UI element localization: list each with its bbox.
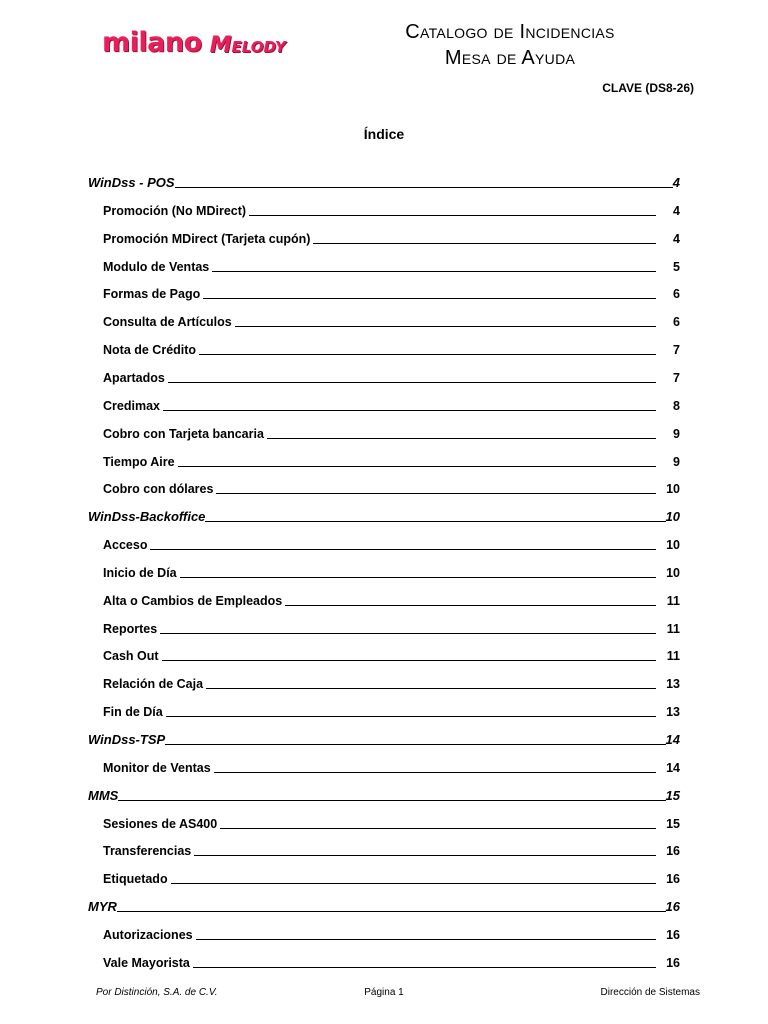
logo-text-melody: Melody	[209, 33, 286, 58]
toc-entry[interactable]	[103, 618, 680, 636]
toc-entry-label: Reportes	[103, 621, 158, 636]
toc-entry[interactable]	[103, 200, 680, 218]
toc-entry-label: Sesiones de AS400	[103, 816, 218, 831]
toc-entry-page-number: 13	[666, 677, 680, 692]
document-title: Catalogo de Incidencias	[405, 21, 615, 43]
toc-entry-label: Fin de Día	[103, 705, 163, 720]
toc-entry-page-number: 9	[673, 454, 680, 469]
toc-entry[interactable]	[103, 283, 680, 301]
toc-entry-page-number: 6	[673, 287, 680, 302]
toc-entry[interactable]	[103, 673, 680, 691]
footer-company: Por Distinción, S.A. de C.V.	[96, 987, 218, 998]
toc-entry[interactable]	[103, 478, 680, 496]
toc-leader-line	[162, 660, 656, 661]
toc-entry-page-number: 15	[665, 787, 680, 803]
toc-entry[interactable]	[103, 311, 680, 329]
toc-entry-page-number: 10	[666, 482, 680, 497]
toc-entry-label: Transferencias	[103, 844, 192, 859]
toc-entry[interactable]	[103, 590, 680, 608]
toc-leader-line	[118, 800, 665, 801]
toc-entry-page-number: 11	[666, 621, 680, 636]
toc-entry-label: Promoción MDirect (Tarjeta cupón)	[103, 231, 311, 246]
toc-entry[interactable]	[103, 840, 680, 858]
toc-entry-label: WinDss-TSP	[88, 732, 166, 747]
toc-entry-page-number: 15	[666, 816, 680, 831]
toc-entry-page-number: 11	[666, 649, 680, 664]
toc-leader-line	[166, 716, 656, 717]
toc-leader-line	[180, 577, 656, 578]
toc-entry[interactable]	[103, 534, 680, 552]
toc-entry-label: Consulta de Artículos	[103, 315, 232, 330]
toc-section-entry[interactable]	[88, 896, 680, 914]
toc-entry[interactable]	[103, 924, 680, 942]
toc-entry-label: Cobro con dólares	[103, 482, 214, 497]
toc-entry-page-number: 14	[665, 732, 680, 747]
toc-entry-page-number: 10	[665, 509, 680, 525]
toc-leader-line	[196, 939, 656, 940]
toc-leader-line	[267, 438, 656, 439]
footer-department: Dirección de Sistemas	[600, 987, 700, 998]
toc-leader-line	[175, 187, 673, 188]
toc-entry-page-number: 16	[665, 899, 680, 915]
document-subtitle: Mesa de Ayuda	[444, 47, 576, 69]
toc-entry-label: Cash Out	[103, 649, 159, 664]
toc-leader-line	[117, 911, 666, 912]
toc-entry-label: Formas de Pago	[103, 287, 201, 302]
toc-entry[interactable]	[103, 813, 680, 831]
toc-entry-page-number: 4	[673, 231, 680, 246]
toc-entry[interactable]	[103, 757, 680, 775]
toc-entry-page-number: 10	[666, 538, 680, 553]
toc-entry-label: Etiquetado	[103, 872, 168, 887]
toc-entry-label: Promoción (No MDirect)	[103, 203, 247, 218]
toc-entry-label: MMS	[88, 787, 119, 803]
toc-entry[interactable]	[103, 367, 680, 385]
toc-entry-page-number: 16	[666, 927, 680, 942]
toc-entry[interactable]	[103, 701, 680, 719]
toc-section-entry[interactable]	[88, 506, 680, 524]
toc-entry-page-number: 7	[673, 343, 680, 358]
toc-entry-page-number: 14	[666, 760, 680, 775]
toc-section-entry[interactable]	[88, 729, 680, 747]
toc-leader-line	[285, 605, 656, 606]
toc-leader-line	[203, 298, 656, 299]
toc-entry-page-number: 7	[673, 370, 680, 385]
toc-leader-line	[168, 382, 656, 383]
toc-entry-label: Acceso	[103, 538, 148, 553]
toc-leader-line	[214, 772, 656, 773]
toc-entry[interactable]	[103, 952, 680, 970]
toc-entry-label: WinDss - POS	[88, 175, 175, 190]
toc-leader-line	[235, 326, 656, 327]
toc-entry[interactable]	[103, 228, 680, 246]
toc-entry-label: Alta o Cambios de Empleados	[103, 593, 283, 608]
toc-entry[interactable]	[103, 562, 680, 580]
toc-entry-label: Autorizaciones	[103, 927, 193, 942]
toc-entry-page-number: 4	[673, 203, 680, 218]
toc-leader-line	[163, 410, 656, 411]
toc-entry-page-number: 9	[673, 426, 680, 441]
toc-entry[interactable]	[103, 339, 680, 357]
toc-leader-line	[199, 354, 656, 355]
toc-entry-page-number: 10	[666, 565, 680, 580]
toc-entry-label: Vale Mayorista	[103, 955, 190, 970]
toc-leader-line	[205, 521, 665, 522]
toc-entry-label: WinDss-Backoffice	[88, 509, 206, 525]
toc-leader-line	[216, 493, 656, 494]
toc-leader-line	[313, 243, 656, 244]
toc-entry[interactable]	[103, 256, 680, 274]
toc-leader-line	[249, 215, 656, 216]
toc-leader-line	[165, 744, 665, 745]
toc-leader-line	[160, 633, 656, 634]
toc-entry-page-number: 11	[666, 593, 680, 608]
toc-leader-line	[220, 828, 656, 829]
toc-entry-label: MYR	[88, 899, 117, 915]
toc-entry-page-number: 6	[673, 315, 680, 330]
toc-entry[interactable]	[103, 645, 680, 663]
toc-leader-line	[212, 271, 656, 272]
toc-entry[interactable]	[103, 423, 680, 441]
logo-text-milano: milano	[102, 27, 202, 58]
toc-entry-label: Nota de Crédito	[103, 343, 197, 358]
toc-entry-label: Apartados	[103, 370, 165, 385]
toc-section-entry[interactable]	[88, 172, 680, 190]
toc-entry-page-number: 16	[666, 844, 680, 859]
toc-leader-line	[194, 855, 656, 856]
toc-leader-line	[193, 967, 656, 968]
toc-entry[interactable]	[103, 451, 680, 469]
index-heading: Índice	[363, 126, 405, 142]
toc-section-entry[interactable]	[88, 785, 680, 803]
footer-page-number: Página 1	[364, 987, 404, 998]
toc-entry[interactable]	[103, 395, 680, 413]
toc-entry-page-number: 5	[673, 259, 680, 274]
toc-entry-page-number: 8	[673, 398, 680, 413]
document-code: CLAVE (DS8-26)	[602, 81, 694, 95]
company-logo	[102, 24, 302, 58]
toc-entry-page-number: 16	[666, 955, 680, 970]
toc-entry-label: Modulo de Ventas	[103, 259, 210, 274]
toc-entry-label: Monitor de Ventas	[103, 760, 211, 775]
toc-entry-label: Inicio de Día	[103, 565, 177, 580]
toc-leader-line	[206, 688, 656, 689]
toc-entry-page-number: 13	[666, 705, 680, 720]
toc-leader-line	[150, 549, 656, 550]
toc-entry[interactable]	[103, 868, 680, 886]
toc-entry-page-number: 4	[672, 175, 680, 190]
toc-entry-label: Cobro con Tarjeta bancaria	[103, 426, 264, 441]
toc-entry-label: Credimax	[103, 398, 160, 413]
toc-entry-label: Relación de Caja	[103, 677, 204, 692]
toc-entry-label: Tiempo Aire	[103, 454, 175, 469]
toc-entry-page-number: 16	[666, 872, 680, 887]
toc-leader-line	[178, 466, 656, 467]
toc-leader-line	[171, 883, 656, 884]
